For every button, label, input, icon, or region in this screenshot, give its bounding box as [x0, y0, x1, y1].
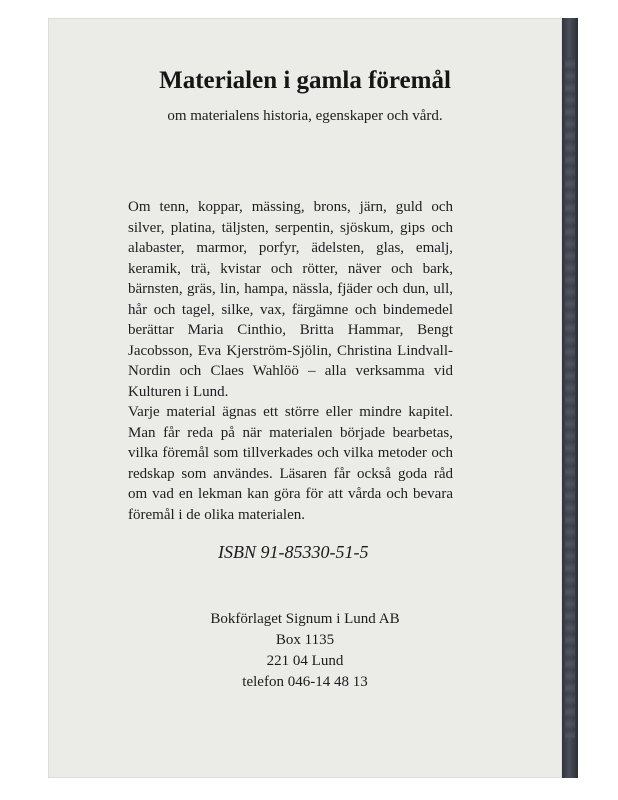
blurb-paragraph-1: Om tenn, koppar, mässing, brons, järn, guld och silver, platina, täljsten, serpentin, sjöskum, gips och alabaster, marmor, porfyr, ädelsten, glas, emalj, keramik, trä, kvistar och rötter, näver och bark, bärnsten, gräs, lin, hampa, nässla, fjäder och dun, ull, hår och tagel, silke, vax, färgämne och bindemedel berättar Maria Cinthio, Britta Hammar, Bengt Jacobsson, Eva Kjerström-Sjölin, Christina Lindvall-Nordin och Claes Wahlöö – alla verksamma vid Kulturen i Lund.	[128, 199, 453, 400]
book-back-cover	[48, 18, 578, 778]
blurb-paragraph-2: Varje material ägnas ett större eller mindre kapitel. Man får reda på när materialen började bearbetas, vilka föremål som tillverkades och vilka metoder och redskap som användes. Läsaren får också goda råd om vad en lekman kan göra för att vårda och bevara föremål i de olika materialen.	[128, 404, 453, 523]
publisher-name: Bokförlaget Signum i Lund AB	[210, 611, 400, 627]
isbn: ISBN 91-85330-51-5	[218, 542, 369, 562]
publisher-postal: 221 04 Lund	[266, 653, 344, 669]
cover-panel	[48, 18, 562, 778]
blurb	[128, 197, 453, 525]
publisher-phone: telefon 046-14 48 13	[242, 674, 368, 690]
publisher-box: Box 1135	[275, 632, 335, 648]
book-subtitle: om materialens historia, egenskaper och vård.	[167, 108, 443, 124]
spine-texture	[565, 58, 575, 738]
publisher-block	[48, 609, 562, 693]
book-title: Materialen i gamla föremål	[159, 67, 451, 94]
spine-edge	[562, 18, 578, 778]
